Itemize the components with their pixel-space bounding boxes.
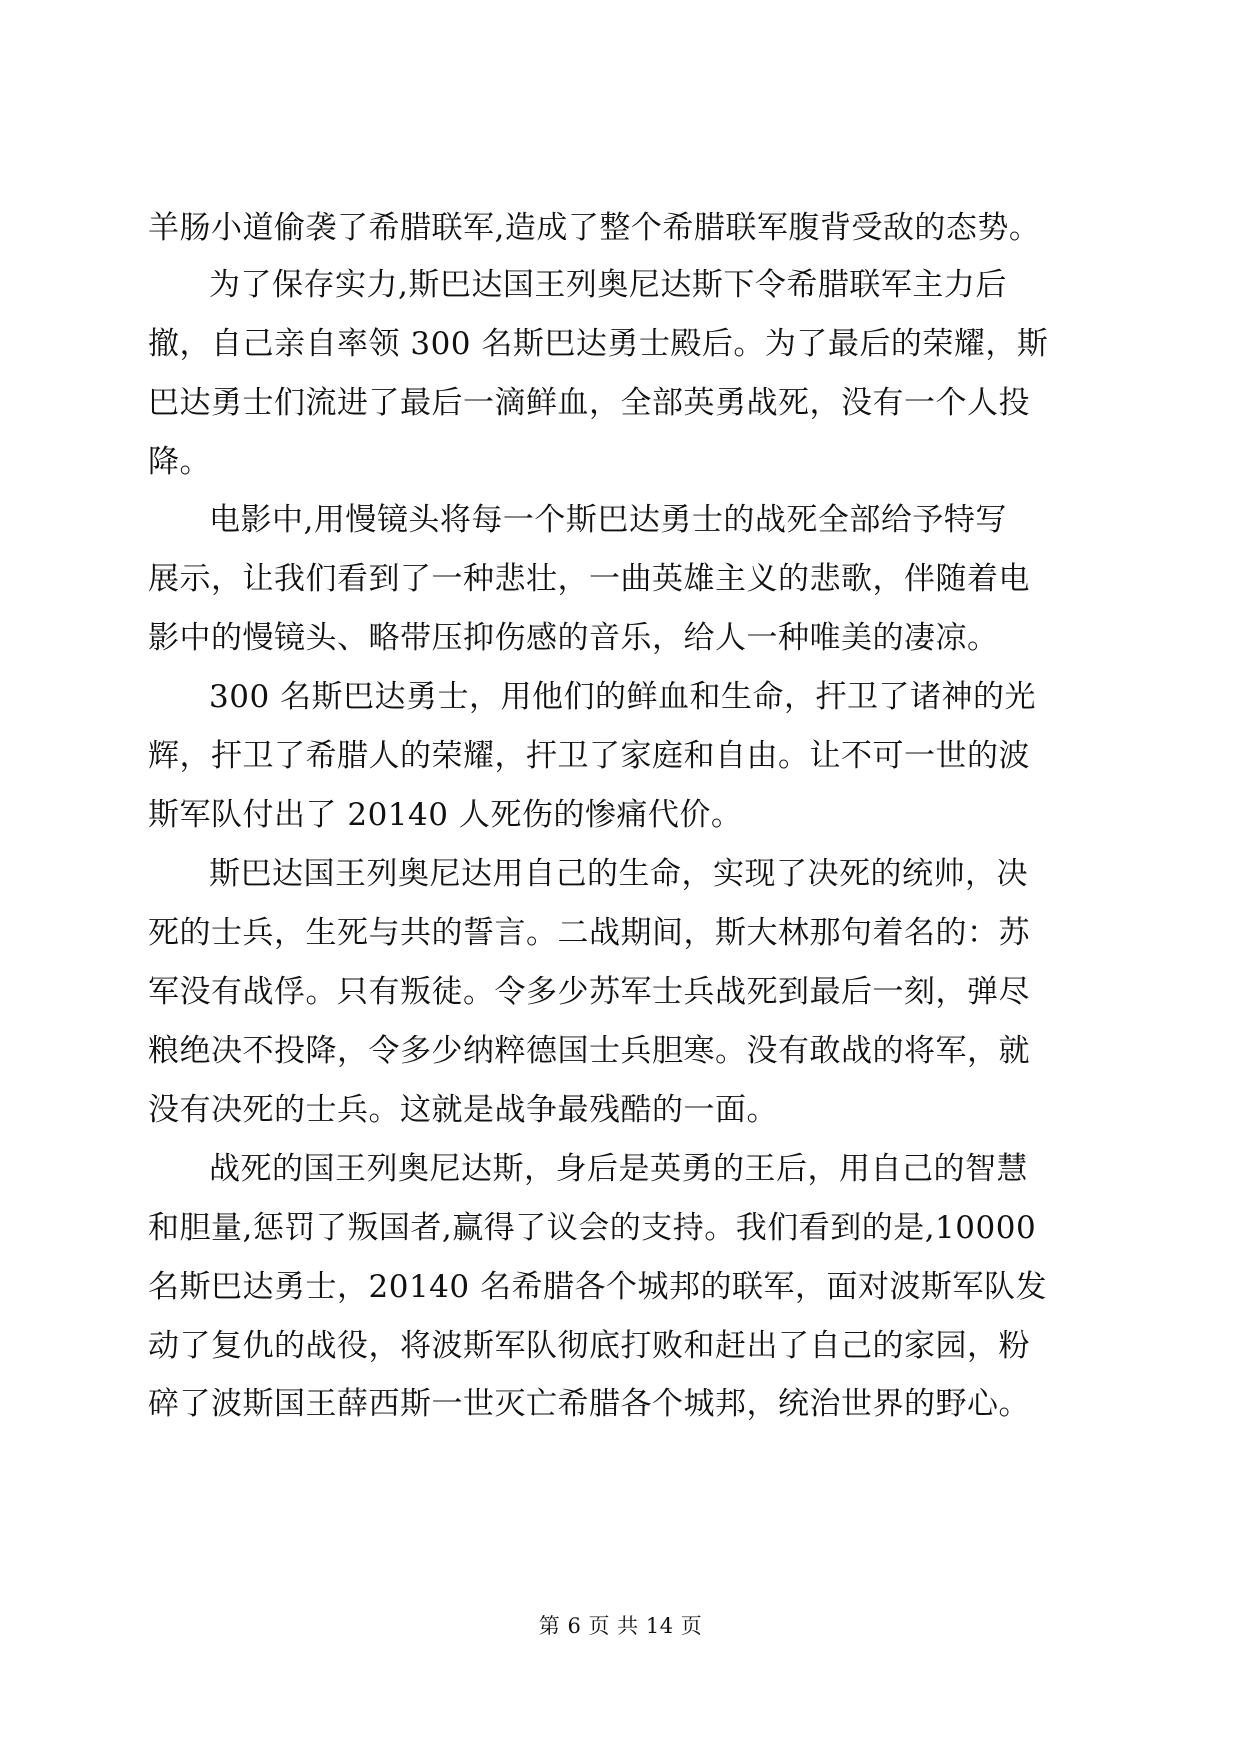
page-number-footer: 第 6 页 共 14 页	[538, 1614, 703, 1638]
text-line: 撤，自己亲自率领 300 名斯巴达勇士殿后。为了最后的荣耀，斯	[148, 326, 1049, 362]
text-line: 羊肠小道偷袭了希腊联军,造成了整个希腊联军腹背受敌的态势。	[148, 210, 1041, 246]
text-line: 和胆量,惩罚了叛国者,赢得了议会的支持。我们看到的是,10000	[148, 1210, 1037, 1246]
text-line: 300 名斯巴达勇士，用他们的鲜血和生命，扞卫了诸神的光	[209, 679, 1037, 715]
text-line: 斯巴达国王列奥尼达用自己的生命，实现了决死的统帅，决	[209, 856, 1028, 892]
text-line: 为了保存实力,斯巴达国王列奥尼达斯下令希腊联军主力后	[209, 267, 1007, 303]
text-line: 粮绝决不投降，令多少纳粹德国士兵胆寒。没有敢战的将军，就	[148, 1033, 1030, 1069]
text-line: 辉，扞卫了希腊人的荣耀，扞卫了家庭和自由。让不可一世的波	[148, 738, 1030, 774]
text-line: 动了复仇的战役，将波斯军队彻底打败和赶出了自己的家园，粉	[148, 1328, 1030, 1364]
text-line: 没有决死的士兵。这就是战争最残酷的一面。	[148, 1092, 778, 1128]
text-line: 名斯巴达勇士，20140 名希腊各个城邦的联军，面对波斯军队发	[148, 1269, 1047, 1305]
text-line: 军没有战俘。只有叛徒。令多少苏军士兵战死到最后一刻，弹尽	[148, 974, 1030, 1010]
text-line: 降。	[148, 444, 211, 480]
text-line: 碎了波斯国王薛西斯一世灭亡希腊各个城邦，统治世界的野心。	[148, 1386, 1030, 1422]
text-line: 斯军队付出了 20140 人死伤的惨痛代价。	[148, 797, 743, 833]
text-line: 巴达勇士们流进了最后一滴鲜血，全部英勇战死，没有一个人投	[148, 385, 1030, 421]
text-line: 战死的国王列奥尼达斯，身后是英勇的王后，用自己的智慧	[209, 1151, 1028, 1187]
text-line: 电影中,用慢镜头将每一个斯巴达勇士的战死全部给予特写	[209, 502, 1007, 538]
text-line: 死的士兵，生死与共的誓言。二战期间，斯大林那句着名的：苏	[148, 915, 1030, 951]
text-line: 展示，让我们看到了一种悲壮，一曲英雄主义的悲歌，伴随着电	[148, 561, 1030, 597]
text-line: 影中的慢镜头、略带压抑伤感的音乐，给人一种唯美的凄凉。	[148, 620, 999, 656]
